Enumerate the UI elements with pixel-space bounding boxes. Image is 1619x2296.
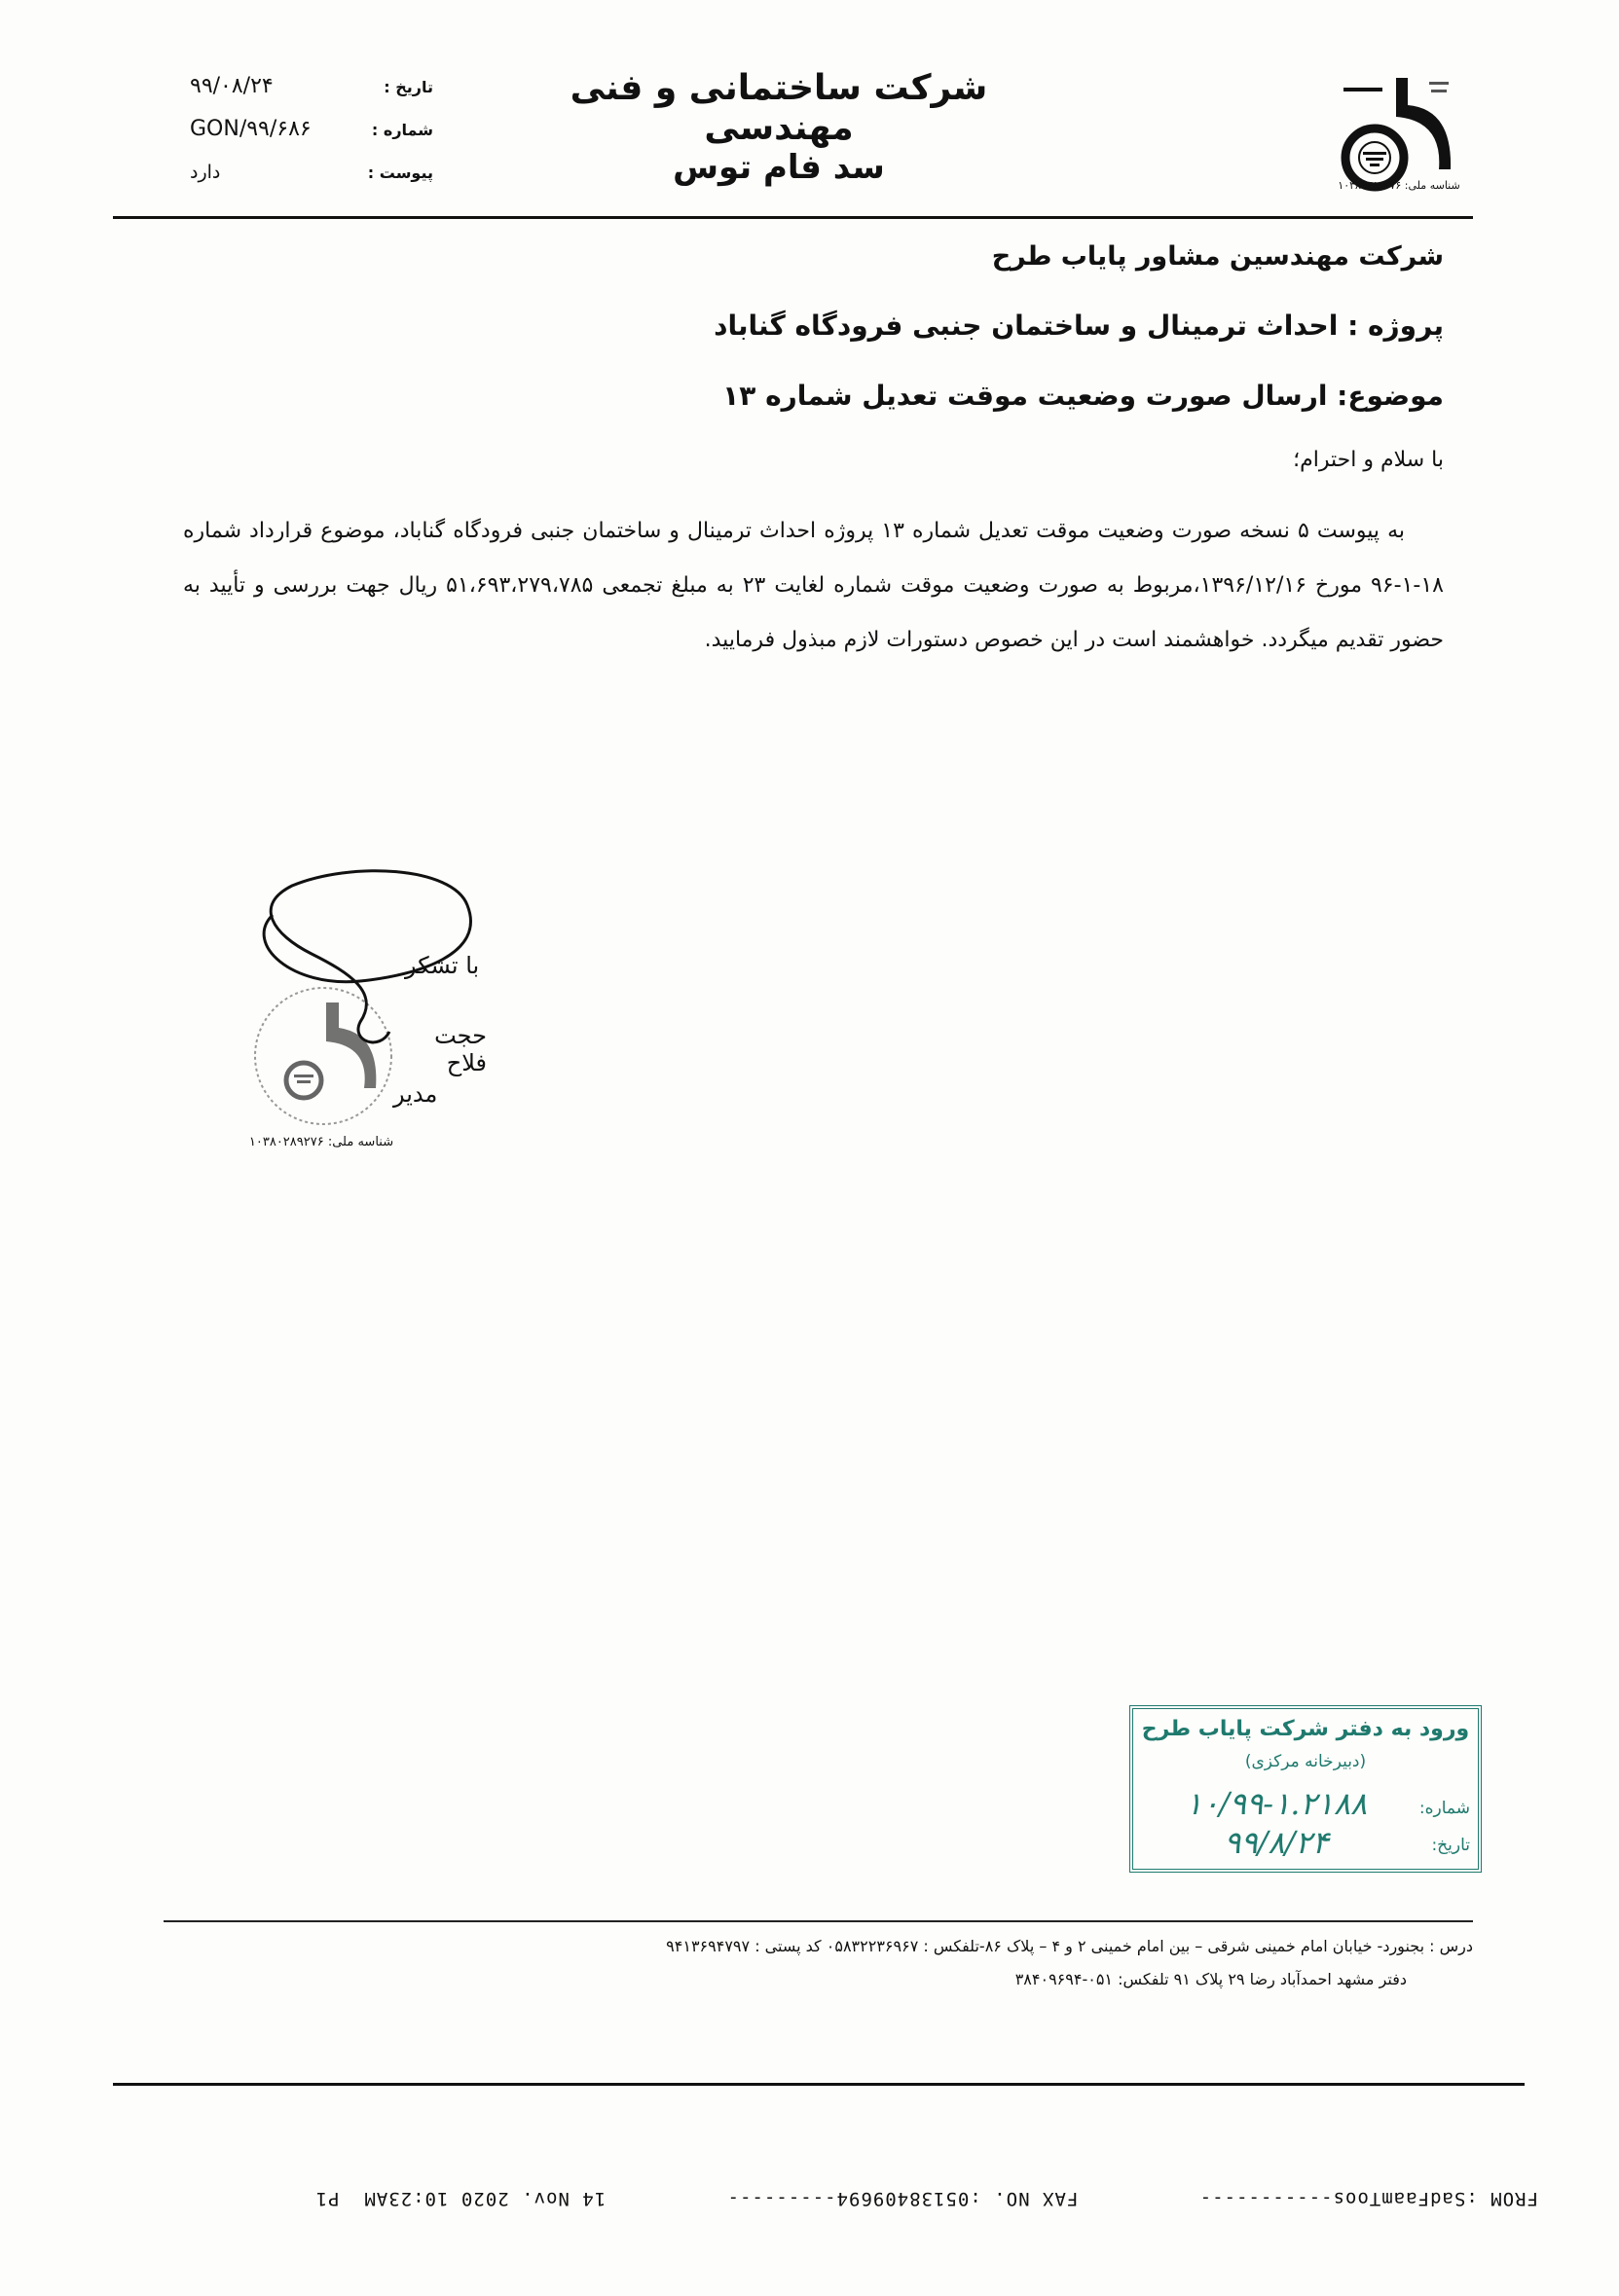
meta-number-value: GON/۹۹/۶۸۶	[190, 117, 312, 141]
meta-attachment-value: دارد	[190, 162, 221, 183]
company-logo	[1336, 60, 1462, 206]
greeting: با سلام و احترام؛	[1293, 448, 1444, 472]
footer-address-main: درس : بجنورد- خیابان امام خمینی شرقی – بین امام خمینی ۲ و ۴ – پلاک ۸۶-تلفکس : ۰۵۸۳۲۲۳۶۹۶۷ کد پستی : ۹۴۱۳۶۹۴۷۹۷	[666, 1937, 1473, 1955]
received-stamp	[1129, 1705, 1482, 1873]
meta-attachment-label: پیوست :	[367, 164, 433, 182]
fax-header-line: FROM :SadFaamToos----------- FAX NO. :05138409694--------- 14 Nov. 2020 10:23AM P1	[314, 2188, 1538, 2209]
received-date-value: ۹۹/۸/۲۴	[1224, 1824, 1329, 1861]
received-number-value: ۱۰/۹۹-۱.۲۱۸۸	[1185, 1785, 1368, 1822]
company-name: شرکت ساختمانی و فنی مهندسی	[570, 68, 988, 148]
received-number-label: شماره:	[1418, 1799, 1470, 1818]
company-subname: سد فام توس	[673, 148, 885, 187]
meta-number	[190, 117, 433, 141]
signer-title: مدیر	[393, 1080, 438, 1108]
page-bottom-divider	[113, 2083, 1525, 2086]
subject-line: موضوع: ارسال صورت وضعیت موقت تعدیل شماره ۱۳	[722, 380, 1444, 412]
meta-date-value: ۹۹/۰۸/۲۴	[190, 74, 274, 98]
received-stamp-subtitle: (دبیرخانه مرکزی)	[1244, 1752, 1367, 1771]
project-line: پروژه : احداث ترمینال و ساختمان جنبی فرودگاه گناباد	[714, 310, 1444, 342]
signature-block	[234, 866, 487, 1178]
meta-number-label: شماره :	[371, 121, 433, 139]
footer-divider	[164, 1920, 1473, 1922]
logo-caption: شناسه ملی: ۱۰۳۸۰۲۸۹۲۷۶	[1338, 179, 1460, 192]
signature-closing: با تشکر	[405, 952, 480, 979]
recipient: شرکت مهندسین مشاور پایاب طرح	[991, 241, 1444, 272]
meta-date	[190, 74, 433, 98]
meta-attachment	[190, 162, 433, 183]
received-stamp-title: ورود به دفتر شرکت پایاب طرح	[1141, 1717, 1470, 1741]
header-divider	[113, 216, 1473, 219]
company-seal	[255, 988, 391, 1124]
footer-address-mashhad: دفتر مشهد احمدآباد رضا ۲۹ پلاک ۹۱ تلفکس: ۰۵۱-۳۸۴۰۹۶۹۴	[1014, 1970, 1407, 1988]
signer-name: حجت فلاح	[434, 1022, 487, 1076]
received-date-label: تاریخ:	[1431, 1836, 1470, 1855]
seal-caption: شناسه ملی: ۱۰۳۸۰۲۸۹۲۷۶	[248, 1135, 394, 1149]
letter-body: به پیوست ۵ نسخه صورت وضعیت موقت تعدیل شماره ۱۳ پروژه احداث ترمینال و ساختمان جنبی فرودگاه گناباد، موضوع قرارداد شماره ۱۸-۱-۹۶ مورخ ۱۳۹۶/۱۲/۱۶،مربوط به صورت وضعیت موقت شماره لغایت ۲۳ به مبلغ تجمعی ۵۱،۶۹۳،۲۷۹،۷۸۵ ریال جهت بررسی و تأیید به حضور تقدیم میگردد. خواهشمند است در این خصوص دستورات لازم مبذول فرمایید.	[183, 519, 1444, 652]
meta-date-label: تاریخ :	[384, 78, 433, 96]
